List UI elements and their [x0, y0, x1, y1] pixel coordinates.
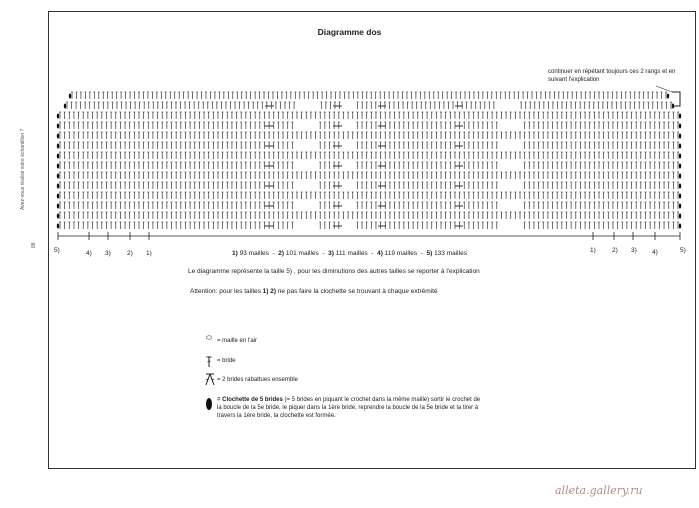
size-count: 111 mailles	[335, 250, 368, 257]
size-num: 2)	[278, 250, 285, 257]
legend-chain: = maille en l'air	[217, 338, 257, 344]
size-stitch-counts: 1) 93 mailles - 2) 101 mailles - 3) 111 mailles - 4) 119 mailles - 5) 133 mailles	[232, 250, 467, 257]
legend-bobble: = Clochette de 5 brides (= 5 brides en piquant le crochet dans la même maille) sortir le crochet de la boucle de la 5e bride, le piquer dans la 1ère bride, reprendre la boucle de la 5e bride et la tirer à travers la 1ère bride, la clochette est formée.	[217, 397, 481, 419]
size-count: 93 mailles	[239, 250, 269, 257]
size-num: 3)	[328, 250, 334, 257]
size-num: 1)	[232, 250, 238, 257]
legend-treble: = bride	[217, 358, 236, 364]
decrease-icon	[204, 373, 216, 385]
treble-icon	[206, 355, 212, 367]
size-count: 101 mailles	[285, 250, 319, 257]
size-num: 4)	[377, 250, 383, 257]
size-count: 133 mailles	[434, 250, 467, 257]
chain-icon: ⬭	[206, 335, 212, 342]
size-mark-right: 4)	[652, 249, 658, 256]
size-mark-right: 1)	[590, 247, 596, 254]
side-text: Avez-vous réalisé votre échantillon ?	[20, 128, 26, 210]
size-mark-left: 1)	[146, 250, 152, 257]
size-mark-left: 4)	[86, 250, 92, 257]
size-explanation: Le diagramme représente la taille 5) , pour les diminutions des autres tailles se reporter à l'explication	[188, 268, 480, 275]
size-mark-right: 2)	[612, 247, 618, 254]
watermark: alleta.gallery.ru	[555, 484, 643, 497]
bobble-icon	[205, 397, 213, 411]
repeat-note: continuer en répétant toujours ces 2 rangs et en suivant l'explication	[548, 69, 676, 83]
diagram-title: Diagramme dos	[317, 27, 382, 37]
legend-decrease: = 2 brides rabattues ensemble	[217, 377, 298, 383]
size-mark-left: 2)	[127, 250, 133, 257]
size-mark-right: 5)	[680, 247, 686, 254]
size-mark-left: 5)	[54, 247, 60, 254]
size-count: 119 mailles	[384, 250, 418, 257]
attention-note: Attention: pour les tailles 1) 2) ne pas faire la clochette se trouvant à chaque extrémité	[190, 288, 438, 295]
size-mark-left: 3)	[105, 250, 111, 257]
page-number: 88	[31, 242, 37, 248]
size-num: 5)	[426, 250, 433, 257]
size-mark-right: 3)	[631, 247, 637, 254]
